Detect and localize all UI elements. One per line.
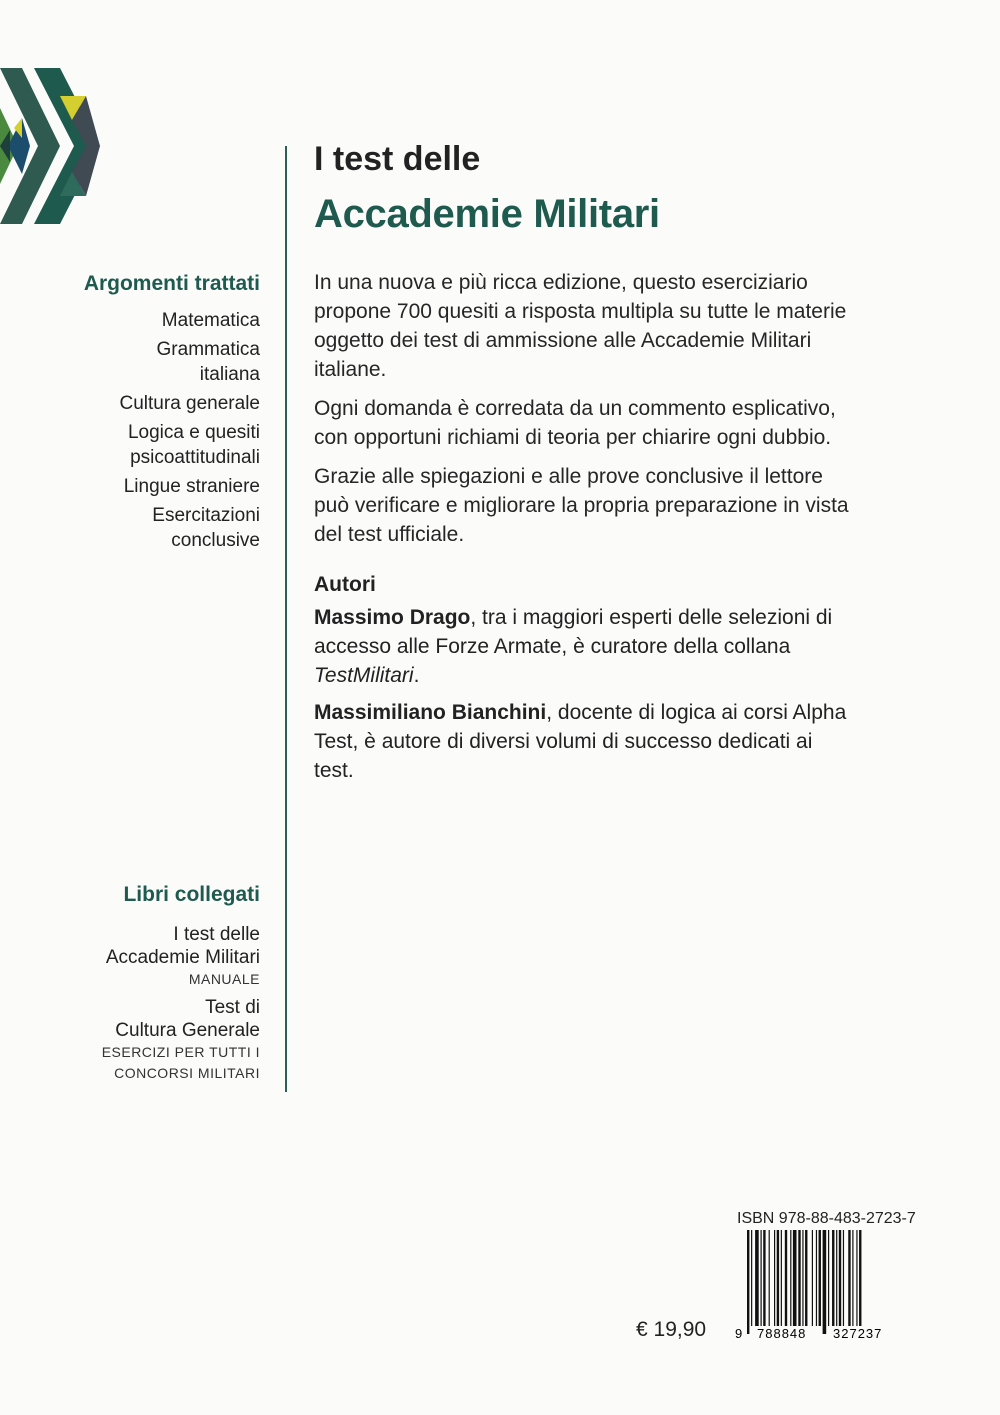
author-bio: , tra i maggiori esperti delle selezioni di accesso alle Forze Armate, è curatore della collana — [314, 606, 833, 658]
topic-line: italiana — [199, 364, 260, 385]
author-bio-end: . — [413, 664, 420, 687]
price-label: € 19,90 — [636, 1318, 707, 1341]
barcode-bar — [793, 1230, 797, 1326]
barcode-digits-right: 327237 — [833, 1326, 883, 1340]
barcode-bar — [859, 1230, 861, 1326]
barcode-bar — [839, 1230, 841, 1326]
barcode-bar — [828, 1230, 829, 1326]
related-book-subtitle: ESERCIZI PER TUTTI I — [101, 1044, 260, 1060]
barcode-bar — [805, 1230, 807, 1326]
topic-item: Lingue straniere — [123, 476, 260, 497]
related-heading: Libri collegati — [123, 883, 260, 906]
barcode-bar — [819, 1230, 821, 1326]
related-book — [30, 923, 260, 990]
topics-sidebar — [30, 272, 260, 557]
barcode-bar — [852, 1230, 853, 1326]
barcode-bar — [774, 1230, 775, 1326]
barcode-bar — [755, 1230, 759, 1326]
barcode-bar — [816, 1230, 817, 1326]
related-book-subtitle: CONCORSI MILITARI — [114, 1065, 260, 1081]
topic-line: Esercitazioni — [152, 505, 260, 526]
topic-item: Matematica — [161, 310, 260, 331]
barcode-bar — [790, 1230, 791, 1326]
related-book-subtitle: MANUALE — [188, 971, 260, 987]
barcode — [735, 1230, 910, 1340]
barcode-bar — [843, 1230, 844, 1326]
related-book-title: Accademie Militari — [105, 947, 260, 968]
topic-item — [30, 337, 260, 387]
related-book — [30, 996, 260, 1084]
author-name: Massimo Drago — [314, 606, 471, 629]
barcode-bar — [832, 1230, 834, 1326]
title-line-2: Accademie Militari — [314, 192, 660, 236]
related-books-sidebar — [30, 883, 260, 1088]
barcode-digits-mid: 788848 — [757, 1326, 807, 1340]
topic-item — [30, 420, 260, 470]
series-name: TestMilitari — [314, 664, 414, 687]
description-paragraph: Ogni domanda è corredata da un commento esplicativo, con opportuni richiami di teoria per chiarire ogni dubbio. — [314, 397, 836, 449]
topic-item — [30, 503, 260, 553]
barcode-bar — [777, 1230, 779, 1326]
barcode-bar — [763, 1230, 765, 1326]
barcode-digits-left: 9 — [735, 1326, 743, 1340]
isbn-label: ISBN 978-88-483-2723-7 — [737, 1210, 916, 1227]
barcode-bar — [836, 1230, 837, 1326]
related-book-title: Cultura Generale — [115, 1020, 260, 1041]
topic-item: Cultura generale — [119, 393, 260, 414]
chevron-mosaic-logo — [0, 68, 110, 228]
barcode-bar — [802, 1230, 803, 1326]
barcode-bar — [781, 1230, 782, 1326]
main-content — [314, 268, 854, 793]
author-entry — [314, 603, 854, 690]
topic-line: Grammatica — [156, 339, 260, 360]
author-bio: , docente di logica ai corsi Alpha Test, è autore di diversi volumi di successo dedicati ai test. — [314, 701, 847, 782]
topic-line: conclusive — [171, 530, 260, 551]
barcode-bar — [812, 1230, 813, 1326]
barcode-bar — [848, 1230, 850, 1326]
title-line-1: I test delle — [314, 140, 481, 178]
description-paragraph: Grazie alle spiegazioni e alle prove conclusive il lettore può verificare e migliorare la propria preparazione in vista del test ufficiale. — [314, 465, 849, 546]
topics-heading: Argomenti trattati — [83, 272, 260, 295]
topic-line: psicoattitudinali — [130, 447, 260, 468]
barcode-bar — [823, 1230, 827, 1334]
barcode-bar — [856, 1230, 857, 1326]
related-book-title: Test di — [205, 997, 260, 1018]
barcode-bar — [798, 1230, 800, 1326]
barcode-bar — [747, 1230, 749, 1334]
author-entry — [314, 698, 854, 785]
topic-line: Logica e quesiti — [127, 422, 260, 443]
barcode-bar — [785, 1230, 787, 1326]
description-paragraph: In una nuova e più ricca edizione, questo eserciziario propone 700 quesiti a risposta multipla su tutte le materie oggetto dei test di ammissione alle Accademie Militari italiane. — [314, 271, 847, 381]
author-name: Massimiliano Bianchini — [314, 701, 547, 724]
related-book-title: I test delle — [173, 924, 260, 945]
authors-heading: Autori — [314, 573, 376, 596]
vertical-divider — [285, 146, 287, 1092]
barcode-bar — [769, 1230, 770, 1326]
barcode-bar — [761, 1230, 762, 1326]
barcode-bar — [751, 1230, 752, 1326]
